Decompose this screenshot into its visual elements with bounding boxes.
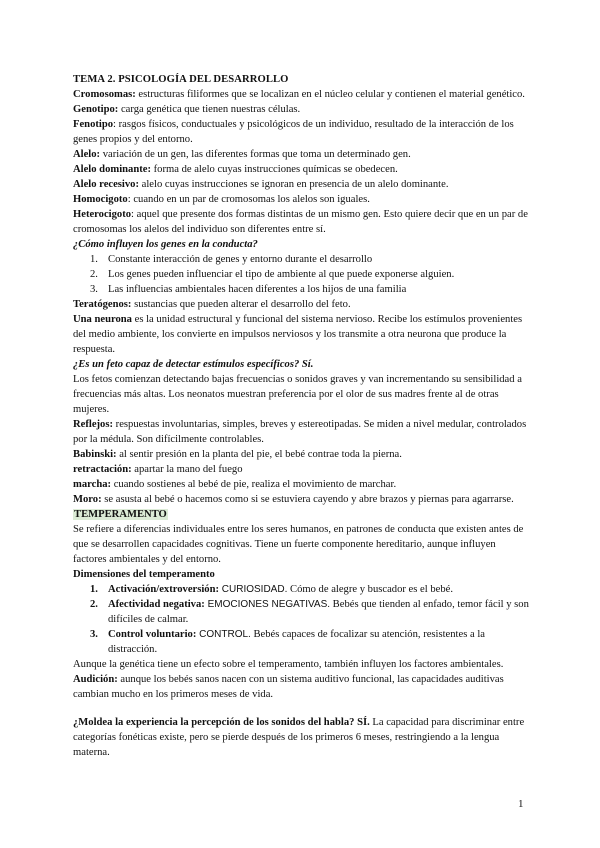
definition-text: cuando sostienes al bebé de pie, realiza el movimiento de marchar. bbox=[111, 479, 397, 490]
list-item-text: Cómo de alegre y buscador es el bebé. bbox=[287, 584, 453, 595]
definition-genotipo bbox=[73, 102, 531, 117]
dimensions-heading bbox=[73, 567, 531, 582]
term: Babinski: bbox=[73, 449, 117, 460]
term: Alelo: bbox=[73, 149, 101, 160]
definition-text: carga genética que tienen nuestras células. bbox=[118, 104, 301, 115]
term: Audición: bbox=[73, 674, 118, 685]
list-item bbox=[73, 282, 531, 297]
term: Alelo dominante: bbox=[73, 164, 151, 175]
definition-text: : aquel que presente dos formas distintas de un mismo gen. Esto quiere decir que en un par de cromosomas los alelos del individuo son diferentes entre sí. bbox=[73, 209, 528, 235]
definition-text: forma de alelo cuyas instrucciones químicas se obedecen. bbox=[150, 164, 398, 175]
paragraph-temperamento: Se refiere a diferencias individuales entre los seres humanos, en patrones de conducta que existen antes de que se desarrollen capacidades cognitivas. Tiene un fuerte componente hereditario, aunque influyen factores ambientales y del entorno. bbox=[73, 524, 524, 565]
term: retractación: bbox=[73, 464, 132, 475]
term: Cromosomas: bbox=[73, 89, 136, 100]
paragraph-fetos: Los fetos comienzan detectando bajas frecuencias o sonidos graves y van incrementando su sensibilidad a frecuencias más altas. Los neonatos muestran preferencia por el olor de sus madres frente al de otras mujeres. bbox=[73, 374, 522, 415]
definition-text: al sentir presión en la planta del pie, el bebé contrae toda la pierna. bbox=[116, 449, 402, 460]
list-item bbox=[73, 582, 531, 597]
spacer bbox=[73, 702, 531, 715]
list-item-text: Constante interacción de genes y entorno durante el desarrollo bbox=[108, 254, 373, 265]
definition-moro bbox=[73, 492, 531, 507]
section-heading-temperamento bbox=[73, 507, 531, 522]
definition-text: apartar la mano del fuego bbox=[131, 464, 243, 475]
definition-alelo-recesivo bbox=[73, 177, 531, 192]
genes-conducta-list bbox=[73, 252, 531, 297]
definition-audicion bbox=[73, 672, 531, 702]
term: Moro: bbox=[73, 494, 102, 505]
definition-text: sustancias que pueden alterar el desarrollo del feto. bbox=[131, 299, 351, 310]
page-number: 1 bbox=[518, 798, 524, 810]
term: Afectividad negativa: bbox=[108, 599, 205, 610]
definition-homocigoto bbox=[73, 192, 531, 207]
definition-text: estructuras filiformes que se localizan en el núcleo celular y contienen el material genético. bbox=[135, 89, 525, 100]
list-item bbox=[73, 267, 531, 282]
answer-text: La capacidad para discriminar entre categorías fonéticas existe, pero se pierde después de los primeros 6 meses, restringiendo a la lengua materna. bbox=[73, 717, 525, 758]
list-item bbox=[73, 597, 531, 627]
list-number: 2. bbox=[90, 269, 98, 280]
definition-fenotipo bbox=[73, 117, 531, 147]
definition-text: es la unidad estructural y funcional del sistema nervioso. Recibe los estímulos provenientes del medio ambiente, los convierte en impulsos nerviosos y los transmite a otra neurona que produce la respuesta. bbox=[73, 314, 523, 355]
definition-alelo-dominante bbox=[73, 162, 531, 177]
question-genes-conducta: ¿Cómo influyen los genes en la conducta? bbox=[73, 239, 258, 250]
definition-text: respuestas involuntarias, simples, breves y estereotipadas. Se miden a nivel medular, controlados por la médula. Son difícilmente controlables. bbox=[73, 419, 527, 445]
question-percepcion-habla bbox=[73, 715, 531, 760]
caps-label: CONTROL. bbox=[196, 629, 251, 640]
list-item-text: Bebés que tienden al enfado, temor fácil y son difíciles de calmar. bbox=[108, 599, 529, 625]
definition-babinski bbox=[73, 447, 531, 462]
term: Activación/extroversión: bbox=[108, 584, 220, 595]
definition-text: : cuando en un par de cromosomas los alelos son iguales. bbox=[127, 194, 370, 205]
definition-text: : rasgos físicos, conductuales y psicológicos de un individuo, resultado de la interacción de los genes propios y del entorno. bbox=[73, 119, 514, 145]
list-item bbox=[73, 252, 531, 267]
list-number: 1. bbox=[90, 584, 98, 595]
definition-text: aunque los bebés sanos nacen con un sistema auditivo funcional, las capacidades auditivas cambian mucho en los primeros meses de vida. bbox=[73, 674, 504, 700]
list-item-text: Las influencias ambientales hacen diferentes a los hijos de una familia bbox=[108, 284, 407, 295]
question-feto-estimulos: ¿Es un feto capaz de detectar estímulos específicos? Sí. bbox=[73, 359, 314, 370]
definition-marcha bbox=[73, 477, 531, 492]
definition-cromosomas bbox=[73, 87, 531, 102]
list-number: 2. bbox=[90, 599, 98, 610]
list-number: 1. bbox=[90, 254, 98, 265]
term: Genotipo: bbox=[73, 104, 119, 115]
document-body bbox=[73, 72, 531, 760]
term: Alelo recesivo: bbox=[73, 179, 139, 190]
paragraph-genetica: Aunque la genética tiene un efecto sobre el temperamento, también influyen los factores ambientales. bbox=[73, 659, 504, 670]
term: Una neurona bbox=[73, 314, 132, 325]
term: Heterocigoto bbox=[73, 209, 132, 220]
term: Homocigoto bbox=[73, 194, 128, 205]
document-title: TEMA 2. PSICOLOGÍA DEL DESARROLLO bbox=[73, 74, 289, 85]
caps-label: CURIOSIDAD. bbox=[219, 584, 288, 595]
term: marcha: bbox=[73, 479, 112, 490]
definition-neurona bbox=[73, 312, 531, 357]
term: Control voluntario: bbox=[108, 629, 197, 640]
definition-teratogenos bbox=[73, 297, 531, 312]
temperament-dimensions-list bbox=[73, 582, 531, 657]
definition-retractacion bbox=[73, 462, 531, 477]
term: Reflejos: bbox=[73, 419, 114, 430]
definition-heterocigoto bbox=[73, 207, 531, 237]
list-item-text: Bebés capaces de focalizar su atención, resistentes a la distracción. bbox=[108, 629, 485, 655]
highlighted-heading: TEMPERAMENTO bbox=[74, 509, 167, 520]
definition-text: variación de un gen, las diferentes formas que toma un determinado gen. bbox=[100, 149, 411, 160]
question-text: ¿Moldea la experiencia la percepción de los sonidos del habla? SÍ. bbox=[73, 717, 370, 728]
list-item-text: Los genes pueden influenciar el tipo de ambiente al que puede exponerse alguien. bbox=[108, 269, 455, 280]
list-item bbox=[73, 627, 531, 657]
list-number: 3. bbox=[90, 629, 98, 640]
definition-alelo bbox=[73, 147, 531, 162]
term: Teratógenos: bbox=[73, 299, 132, 310]
dimensions-heading-text: Dimensiones del temperamento bbox=[73, 569, 215, 580]
list-number: 3. bbox=[90, 284, 98, 295]
term: Fenotipo bbox=[73, 119, 114, 130]
caps-label: EMOCIONES NEGATIVAS. bbox=[204, 599, 331, 610]
definition-reflejos bbox=[73, 417, 531, 447]
definition-text: se asusta al bebé o hacemos como si se estuviera cayendo y abre brazos y piernas para agarrarse. bbox=[101, 494, 514, 505]
definition-text: alelo cuyas instrucciones se ignoran en presencia de un alelo dominante. bbox=[139, 179, 449, 190]
